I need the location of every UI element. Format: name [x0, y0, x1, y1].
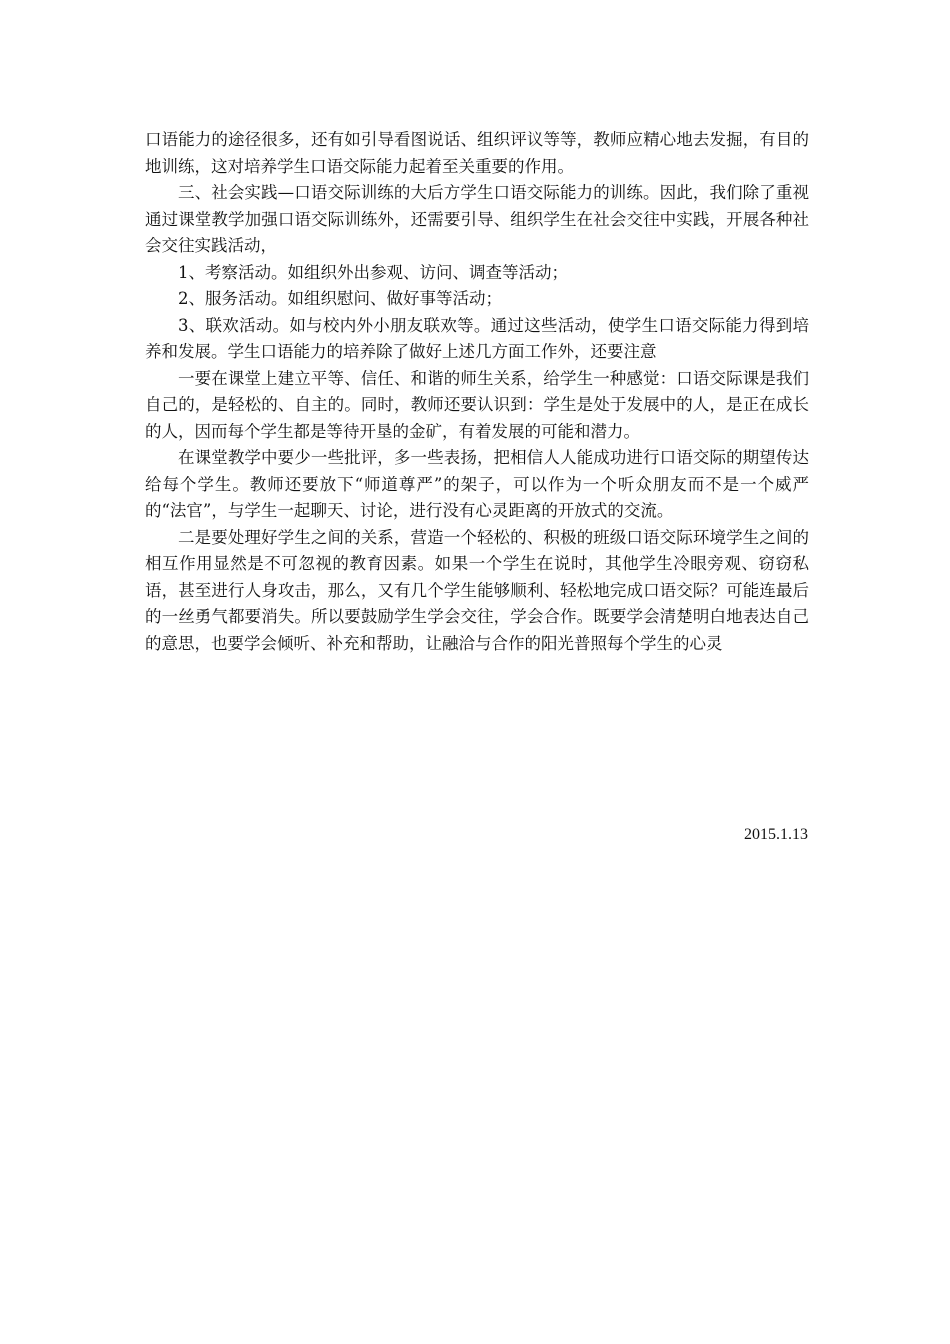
paragraph: 三、社会实践—口语交际训练的大后方学生口语交际能力的训练。因此，我们除了重视通过课堂教学加强口语交际训练外，还需要引导、组织学生在社会交往中实践，开展各种社会交往实践活动， — [145, 183, 809, 255]
paragraph: 口语能力的途径很多，还有如引导看图说话、组织评议等等，教师应精心地去发掘，有目的地训练，这对培养学生口语交际能力起着至关重要的作用。 — [145, 130, 809, 176]
paragraph: 在课堂教学中要少一些批评，多一些表扬，把相信人人能成功进行口语交际的期望传达给每个学生。教师还要放下“师道尊严”的架子，可以作为一个听众朋友而不是一个威严的“法官”，与学生一起聊天、讨论，进行没有心灵距离的开放式的交流。 — [145, 448, 809, 520]
document-body — [145, 127, 809, 657]
paragraph: 2、服务活动。如组织慰问、做好事等活动； — [178, 289, 502, 308]
paragraph: 二是要处理好学生之间的关系，营造一个轻松的、积极的班级口语交际环境学生之间的相互作用显然是不可忽视的教育因素。如果一个学生在说时，其他学生冷眼旁观、窃窃私语，甚至进行人身攻击，那么，又有几个学生能够顺利、轻松地完成口语交际？可能连最后的一丝勇气都要消失。所以要鼓励学生学会交往，学会合作。既要学会清楚明白地表达自己的意思，也要学会倾听、补充和帮助，让融洽与合作的阳光普照每个学生的心灵 — [145, 527, 809, 653]
paragraph: 3、联欢活动。如与校内外小朋友联欢等。通过这些活动，使学生口语交际能力得到培养和发展。学生口语能力的培养除了做好上述几方面工作外，还要注意 — [145, 315, 809, 361]
document-date: 2015.1.13 — [744, 826, 808, 843]
paragraph: 一要在课堂上建立平等、信任、和谐的师生关系，给学生一种感觉：口语交际课是我们自己的，是轻松的、自主的。同时，教师还要认识到：学生是处于发展中的人，是正在成长的人，因而每个学生都是等待开垦的金矿，有着发展的可能和潜力。 — [145, 368, 809, 441]
paragraph: 1、考察活动。如组织外出参观、访问、调查等活动； — [178, 262, 568, 282]
